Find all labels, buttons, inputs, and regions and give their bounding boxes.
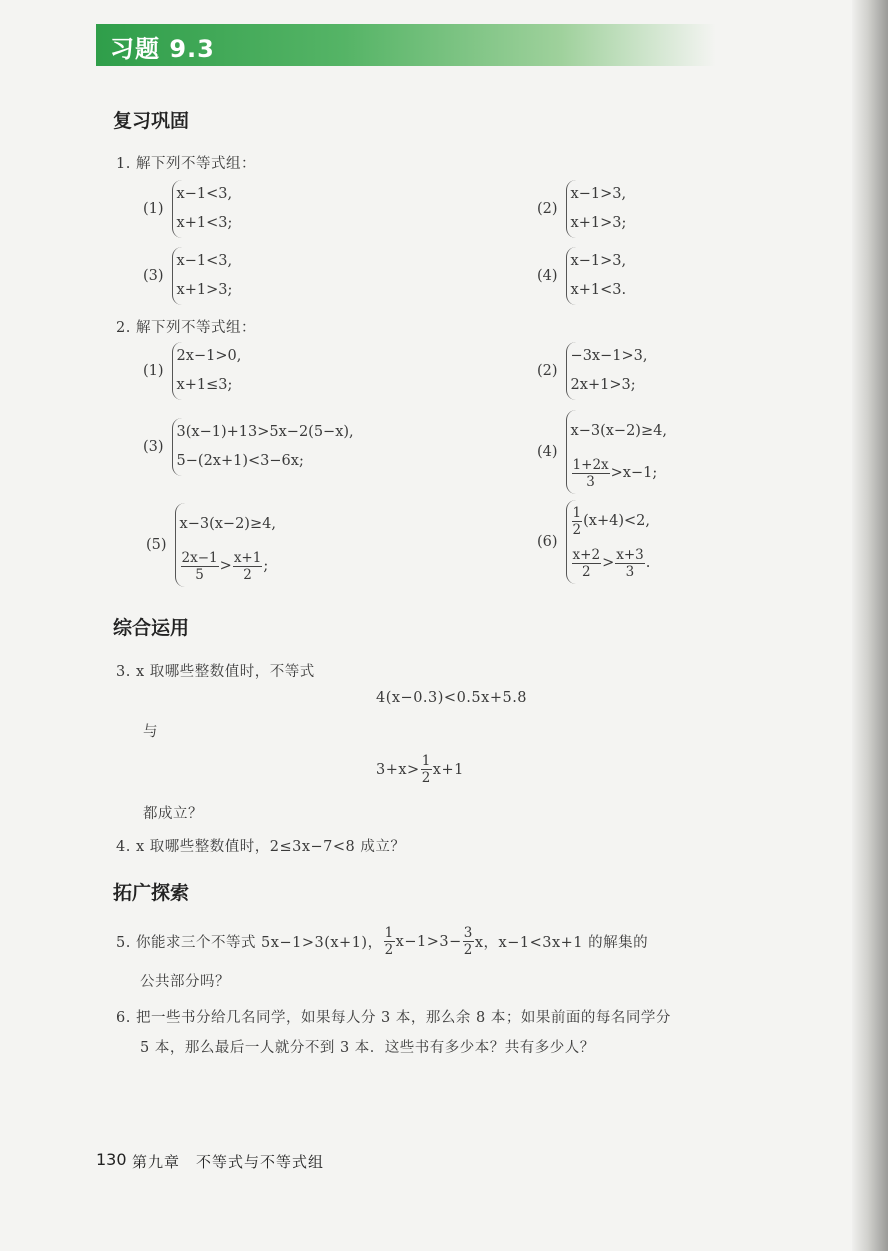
q2-stem: 2. 解下列不等式组： <box>116 320 256 336</box>
denominator: 2 <box>243 566 252 583</box>
q2-part3 <box>143 418 354 476</box>
brace <box>175 503 276 587</box>
q5-mid: x−1>3− <box>395 933 462 950</box>
q2-part3-line2: 5−(2x+1)<3−6x; <box>176 453 304 469</box>
q2-part2-label: (2) <box>537 363 558 379</box>
brace <box>172 180 233 238</box>
q2-part6 <box>537 500 650 584</box>
q3-end: 都成立？ <box>143 806 203 822</box>
denominator: 2 <box>384 942 394 958</box>
q1-part2 <box>537 180 626 238</box>
page-number: 130 <box>96 1150 127 1169</box>
relation: > <box>602 554 615 571</box>
fraction <box>572 457 610 490</box>
brace <box>566 342 648 400</box>
fraction <box>384 925 395 958</box>
q1-part1-line1: x−1<3, <box>176 186 233 202</box>
numerator: 2x−1 <box>181 549 218 566</box>
q3-and: 与 <box>143 724 158 740</box>
q5-line1 <box>116 925 648 958</box>
q2-part3-line1: 3(x−1)+13>5x−2(5−x), <box>176 424 354 440</box>
brace <box>172 247 233 305</box>
denominator: 2 <box>582 563 591 580</box>
q3-inequality-1: 4(x−0.3)<0.5x+5.8 <box>376 690 528 706</box>
q2-part1-line1: 2x−1>0, <box>176 348 242 364</box>
q3-stem: 3. x 取哪些整数值时，不等式 <box>116 664 315 680</box>
q1-part4-label: (4) <box>537 268 558 284</box>
numerator: 1 <box>572 504 582 521</box>
q2-part6-line1-tail: (x+4)<2, <box>583 512 650 529</box>
q2-part5 <box>146 503 276 587</box>
q2-part4-line1: x−3(x−2)≥4, <box>570 422 667 439</box>
q5-post: x，x−1<3x+1 的解集的 <box>474 935 649 951</box>
q1-part2-line1: x−1>3, <box>570 186 627 202</box>
q4-text: 4. x 取哪些整数值时，2≤3x−7<8 成立？ <box>116 839 406 855</box>
q3-inequality-2 <box>376 753 464 786</box>
q2-part6-line2 <box>571 542 651 584</box>
section-extension: 拓广探索 <box>113 882 190 904</box>
denominator: 2 <box>572 521 582 538</box>
denominator: 3 <box>586 473 595 490</box>
q1-part2-line2: x+1>3; <box>570 215 627 231</box>
q2-part6-label: (6) <box>537 534 558 550</box>
denominator: 2 <box>463 942 473 958</box>
q3-ineq2-post: x+1 <box>432 761 464 778</box>
tail: . <box>645 554 651 571</box>
numerator: x+1 <box>233 549 262 566</box>
q2-part5-line1: x−3(x−2)≥4, <box>179 515 276 532</box>
q1-part3-line1: x−1<3, <box>176 253 233 269</box>
numerator: 1 <box>421 753 431 769</box>
fraction <box>233 550 263 583</box>
fraction <box>421 753 432 786</box>
q6-line1: 6. 把一些书分给几名同学，如果每人分 3 本，那么余 8 本；如果前面的每名同学分 <box>116 1010 671 1026</box>
fraction <box>572 505 583 538</box>
q1-part2-label: (2) <box>537 201 558 217</box>
numerator: x+2 <box>572 546 601 563</box>
q1-part4-line1: x−1>3, <box>570 253 627 269</box>
q2-part4-line2-tail: >x−1; <box>610 464 658 481</box>
tail: ; <box>263 557 269 574</box>
denominator: 2 <box>421 770 431 786</box>
q6-line2: 5 本，那么最后一人就分不到 3 本．这些书有多少本？共有多少人？ <box>140 1040 595 1056</box>
chapter-title: 第九章 不等式与不等式组 <box>132 1153 325 1171</box>
q1-part1 <box>143 180 232 238</box>
relation: > <box>219 557 232 574</box>
q2-part5-line2 <box>180 545 276 587</box>
brace <box>566 410 667 494</box>
fraction <box>572 547 602 580</box>
q2-part6-line1 <box>571 500 651 542</box>
q1-part3-line2: x+1>3; <box>176 282 233 298</box>
denominator: 5 <box>195 566 204 583</box>
q2-part4 <box>537 410 667 494</box>
numerator: x+3 <box>616 546 644 563</box>
section-comprehensive: 综合运用 <box>113 617 190 639</box>
q2-part4-label: (4) <box>537 444 558 460</box>
q2-part2-line2: 2x+1>3; <box>570 377 636 393</box>
q5-line2: 公共部分吗？ <box>140 974 230 990</box>
q2-part3-label: (3) <box>143 439 164 455</box>
q3-ineq2-pre: 3+x> <box>376 761 420 778</box>
exercise-title: 习题 9.3 <box>110 35 215 63</box>
q1-part1-label: (1) <box>143 201 164 217</box>
q2-part1-line2: x+1≤3; <box>176 377 233 393</box>
fraction <box>615 547 645 580</box>
q2-part4-line2 <box>571 452 667 494</box>
q1-part4-line2: x+1<3. <box>570 282 627 298</box>
q1-stem: 1. 解下列不等式组： <box>116 156 256 172</box>
numerator: 1+2x <box>572 456 609 473</box>
brace <box>172 342 242 400</box>
q5-pre: 5. 你能求三个不等式 5x−1>3(x+1)， <box>116 935 383 951</box>
brace <box>172 418 354 476</box>
q1-part4 <box>537 247 626 305</box>
q2-part1 <box>143 342 241 400</box>
brace <box>566 500 651 584</box>
q2-part2 <box>537 342 647 400</box>
q2-part5-label: (5) <box>146 537 167 553</box>
fraction <box>181 550 219 583</box>
brace <box>566 180 627 238</box>
section-review: 复习巩固 <box>113 110 190 132</box>
q2-part2-line1: −3x−1>3, <box>570 348 648 364</box>
numerator: 1 <box>384 925 394 941</box>
q1-part3 <box>143 247 232 305</box>
brace <box>566 247 627 305</box>
page-edge-shadow <box>852 0 888 1251</box>
q1-part3-label: (3) <box>143 268 164 284</box>
q2-part1-label: (1) <box>143 363 164 379</box>
exercise-banner <box>96 24 716 66</box>
fraction <box>463 925 474 958</box>
numerator: 3 <box>463 925 473 941</box>
denominator: 3 <box>625 563 635 580</box>
q1-part1-line2: x+1<3; <box>176 215 233 231</box>
